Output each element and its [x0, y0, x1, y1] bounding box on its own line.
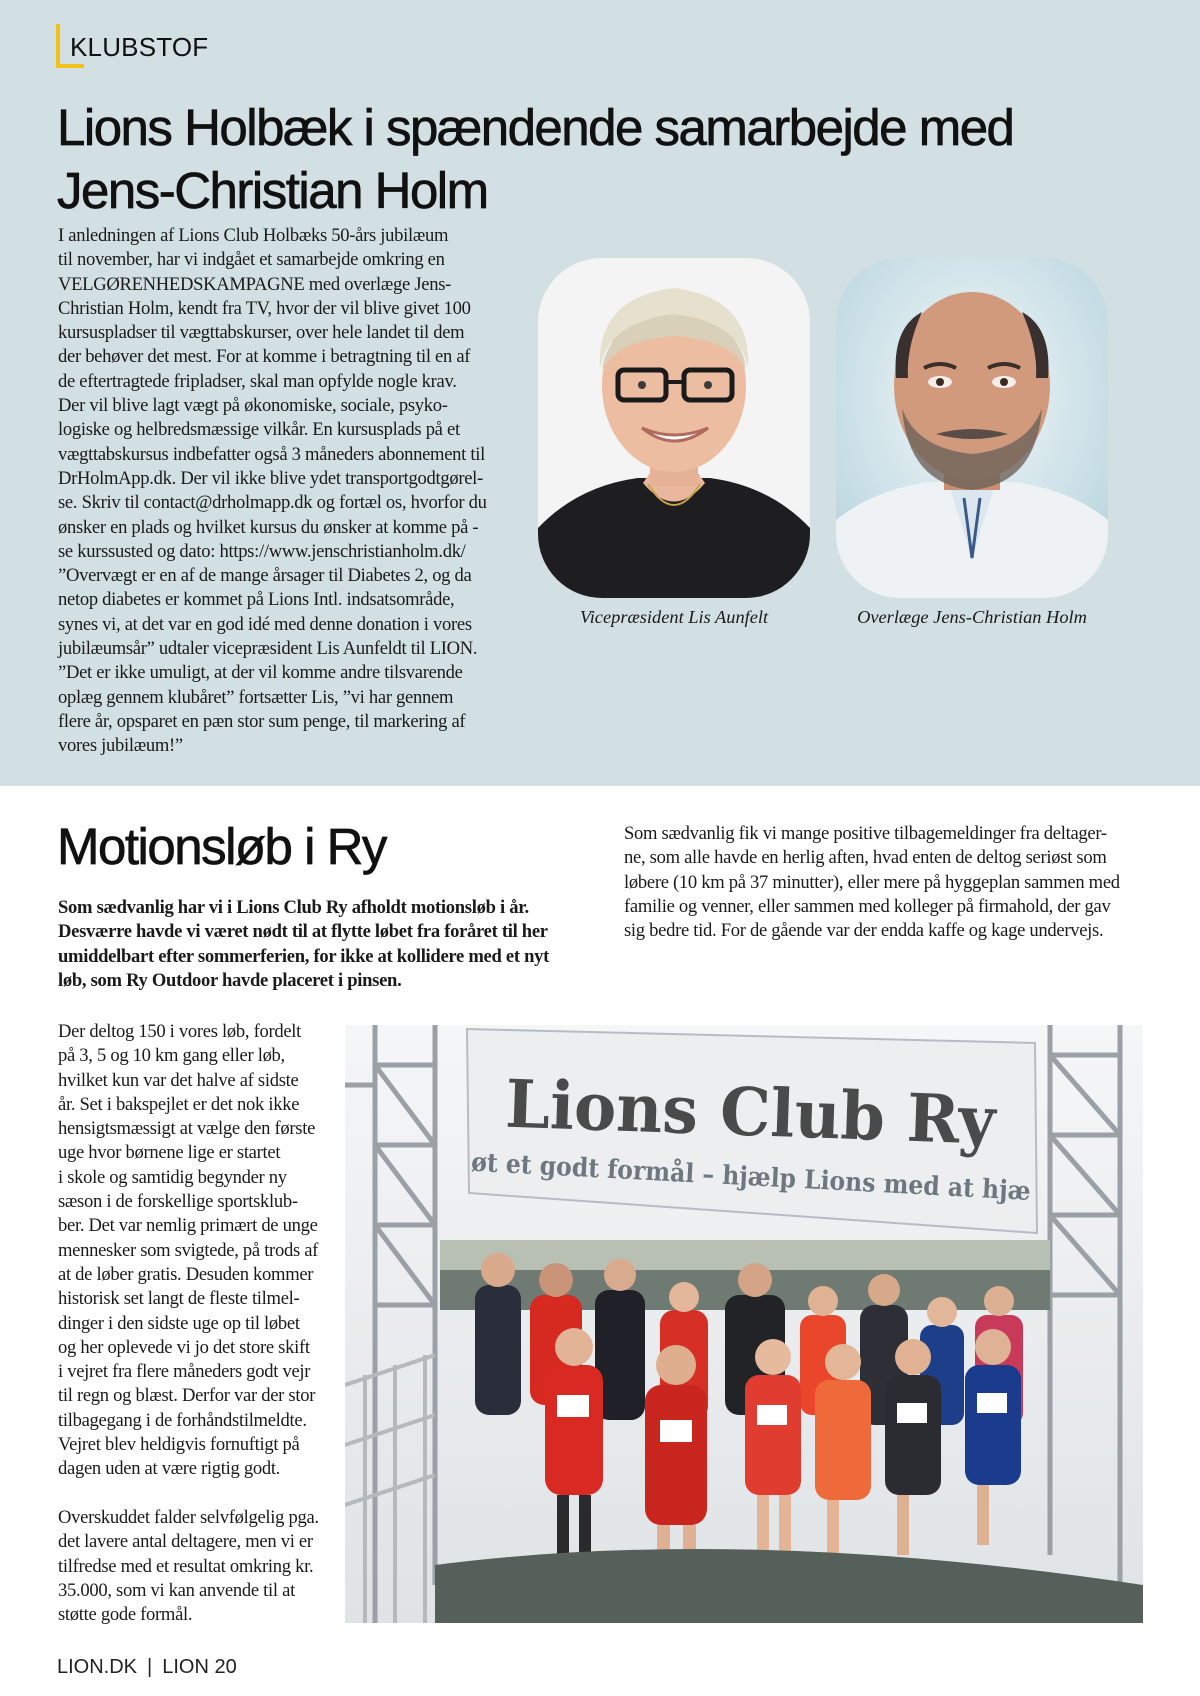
article-2-left-line: hensigtsmæssigt at vælge den første	[58, 1118, 316, 1140]
article-headline	[57, 96, 1167, 222]
article-body-line: DrHolmApp.dk. Der vil ikke blive ydet transportgodtgørel-	[58, 467, 483, 489]
article-2-left-line: det lavere antal deltagere, men vi er	[58, 1531, 313, 1553]
article-body-line: til november, har vi indgået et samarbejde omkring en	[58, 249, 445, 271]
article-2-left-line: mennesker som svigtede, på trods af	[58, 1239, 319, 1261]
article-2-left-line: Vejret blev heldigvis fornuftigt på	[58, 1434, 300, 1456]
article-2-headline: Motionsløb i Ry	[57, 818, 386, 875]
article-body-line: Christian Holm, kendt fra TV, hvor der vil blive givet 100	[58, 297, 471, 319]
article-2-left-line: Der deltog 150 i vores løb, fordelt	[58, 1021, 302, 1042]
article-body-line: der behøver det mest. For at komme i betragtning til en af	[58, 346, 471, 368]
article-2-left-line: hvilket kun var det halve af sidste	[58, 1069, 299, 1091]
article-2-left-line: tilfredse med et resultat omkring kr.	[58, 1555, 314, 1577]
article-body-line: vores jubilæum!”	[58, 735, 183, 757]
article-2-lead-line: Som sædvanlig har vi i Lions Club Ry afholdt motionsløb i år.	[58, 897, 529, 918]
article-2-left-column	[58, 1020, 348, 1627]
article-body-line: ønsker en plads og hvilket kursus du ønsker at komme på -	[58, 516, 479, 538]
article-2-lead-line: Desværre havde vi været nødt til at flytte løbet fra foråret til her	[58, 921, 548, 943]
article-2-left-line	[58, 1482, 348, 1506]
article-body-line: Der vil blive lagt vægt på økonomiske, sociale, psyko-	[58, 395, 448, 417]
article-2-lead-line: løb, som Ry Outdoor havde placeret i pinsen.	[58, 969, 402, 991]
section-tag	[56, 24, 209, 68]
headline-line-1: Lions Holbæk i spændende samarbejde med	[57, 99, 1014, 156]
article-2-left-line: at de løber gratis. Desuden kommer	[58, 1263, 314, 1285]
article-2-left-line: sæson i de forskellige sportsklub-	[58, 1191, 298, 1213]
article-2-right-line: familie og venner, eller sammen med kolleger på firmahold, der gav	[624, 895, 1111, 917]
article-body	[58, 224, 508, 759]
article-body-line: netop diabetes er kommet på Lions Intl. indsatsområde,	[58, 589, 455, 611]
article-2-left-line: ber. Det var nemlig primært de unge	[58, 1215, 318, 1237]
footer-page-number: LION 20	[162, 1656, 237, 1678]
article-body-line: de eftertragtede fripladser, skal man opfylde nogle krav.	[58, 370, 457, 392]
article-2-right-column	[624, 822, 1164, 943]
article-body-line: oplæg gennem klubåret” fortsætter Lis, ”vi har gennem	[58, 686, 454, 708]
article-2-lead-line: umiddelbart efter sommerferien, for ikke at kollidere med et nyt	[58, 945, 549, 967]
article-2-lead	[58, 896, 598, 993]
photo-caption-jens-christian-holm: Overlæge Jens-Christian Holm	[857, 607, 1087, 627]
race-start-photo	[345, 1025, 1143, 1623]
article-2-left-line: dinger i den sidste uge op til løbet	[58, 1312, 300, 1334]
article-2-left-line: i vejret fra flere måneders godt vejr	[58, 1361, 311, 1383]
headline-line-2: Jens-Christian Holm	[57, 162, 488, 219]
footer-separator: |	[147, 1656, 153, 1678]
article-2-right-line: sig bedre tid. For de gående var der endda kaffe og kage undervejs.	[624, 920, 1104, 942]
article-2-left-line: og her oplevede vi jo det store skift	[58, 1336, 310, 1358]
article-2-left-line: dagen uden at være rigtig godt.	[58, 1458, 281, 1480]
article-2-left-line: tilbagegang i de forhåndstilmeldte.	[58, 1409, 307, 1431]
article-body-line: VELGØRENHEDSKAMPAGNE med overlæge Jens-	[58, 273, 452, 295]
article-body-line: synes vi, at det var en god idé med denne donation i vores	[58, 613, 472, 635]
article-body-line: I anledningen af Lions Club Holbæks 50-års jubilæum	[58, 225, 449, 246]
page-footer	[57, 1656, 237, 1679]
article-2-left-line: på 3, 5 og 10 km gang eller løb,	[58, 1045, 285, 1067]
article-body-line: logiske og helbredsmæssige vilkår. En kursusplads på et	[58, 419, 460, 441]
article-body-line: ”Overvægt er en af de mange årsager til Diabetes 2, og da	[58, 565, 472, 587]
portrait-photo-jens-christian-holm	[836, 258, 1108, 598]
article-2-left-line: Overskuddet falder selvfølgelig pga.	[58, 1506, 319, 1528]
photo-caption-lis: Vicepræsident Lis Aunfelt	[579, 607, 769, 627]
article-2-right-line: Som sædvanlig fik vi mange positive tilbagemeldinger fra deltager-	[624, 823, 1107, 844]
article-2-left-line: støtte gode formål.	[58, 1604, 193, 1626]
article-body-line: se kurssusted og dato: https://www.jenschristianholm.dk/	[58, 540, 466, 562]
article-2-left-line: historisk set langt de fleste tilmel-	[58, 1288, 300, 1310]
article-body-line: se. Skriv til contact@drholmapp.dk og fortæl os, hvorfor du	[58, 492, 487, 514]
article-2-right-line: ne, som alle havde en herlig aften, hvad enten de deltog seriøst som	[624, 847, 1107, 869]
article-body-line: kursuspladser til vægttabskurser, over hele landet til dem	[58, 322, 465, 344]
article-2-left-line: uge hvor børnene lige er startet	[58, 1142, 281, 1164]
article-2-left-line: år. Set i bakspejlet er det nok ikke	[58, 1093, 300, 1115]
article-2-left-line: til regn og blæst. Derfor var der stor	[58, 1385, 316, 1407]
article-body-line: vægttabskursus indbefatter også 3 måneders abonnement til	[58, 443, 485, 465]
banner-subtitle: øt et godt formål – hjælp Lions med at hjæ	[470, 1147, 1092, 1211]
article-body-line: ”Det er ikke umuligt, at der vil komme andre tilsvarende	[58, 662, 463, 684]
article-2-right-line: løbere (10 km på 37 minutter), eller mere på hyggeplan sammen med	[624, 871, 1120, 893]
banner-title: Lions Club Ry	[504, 1064, 1018, 1161]
article-2-left-line: i skole og samtidig begynder ny	[58, 1166, 287, 1188]
article-2-left-line: 35.000, som vi kan anvende til at	[58, 1579, 295, 1601]
article-body-line: flere år, opsparet en pæn stor sum penge, til markering af	[58, 710, 466, 732]
article-body-line: jubilæumsår” udtaler vicepræsident Lis Aunfeldt til LION.	[58, 638, 478, 660]
portrait-photo-lis	[538, 258, 810, 598]
footer-site: LION.DK	[57, 1656, 138, 1678]
section-tag-label: KLUBSTOF	[70, 32, 209, 62]
